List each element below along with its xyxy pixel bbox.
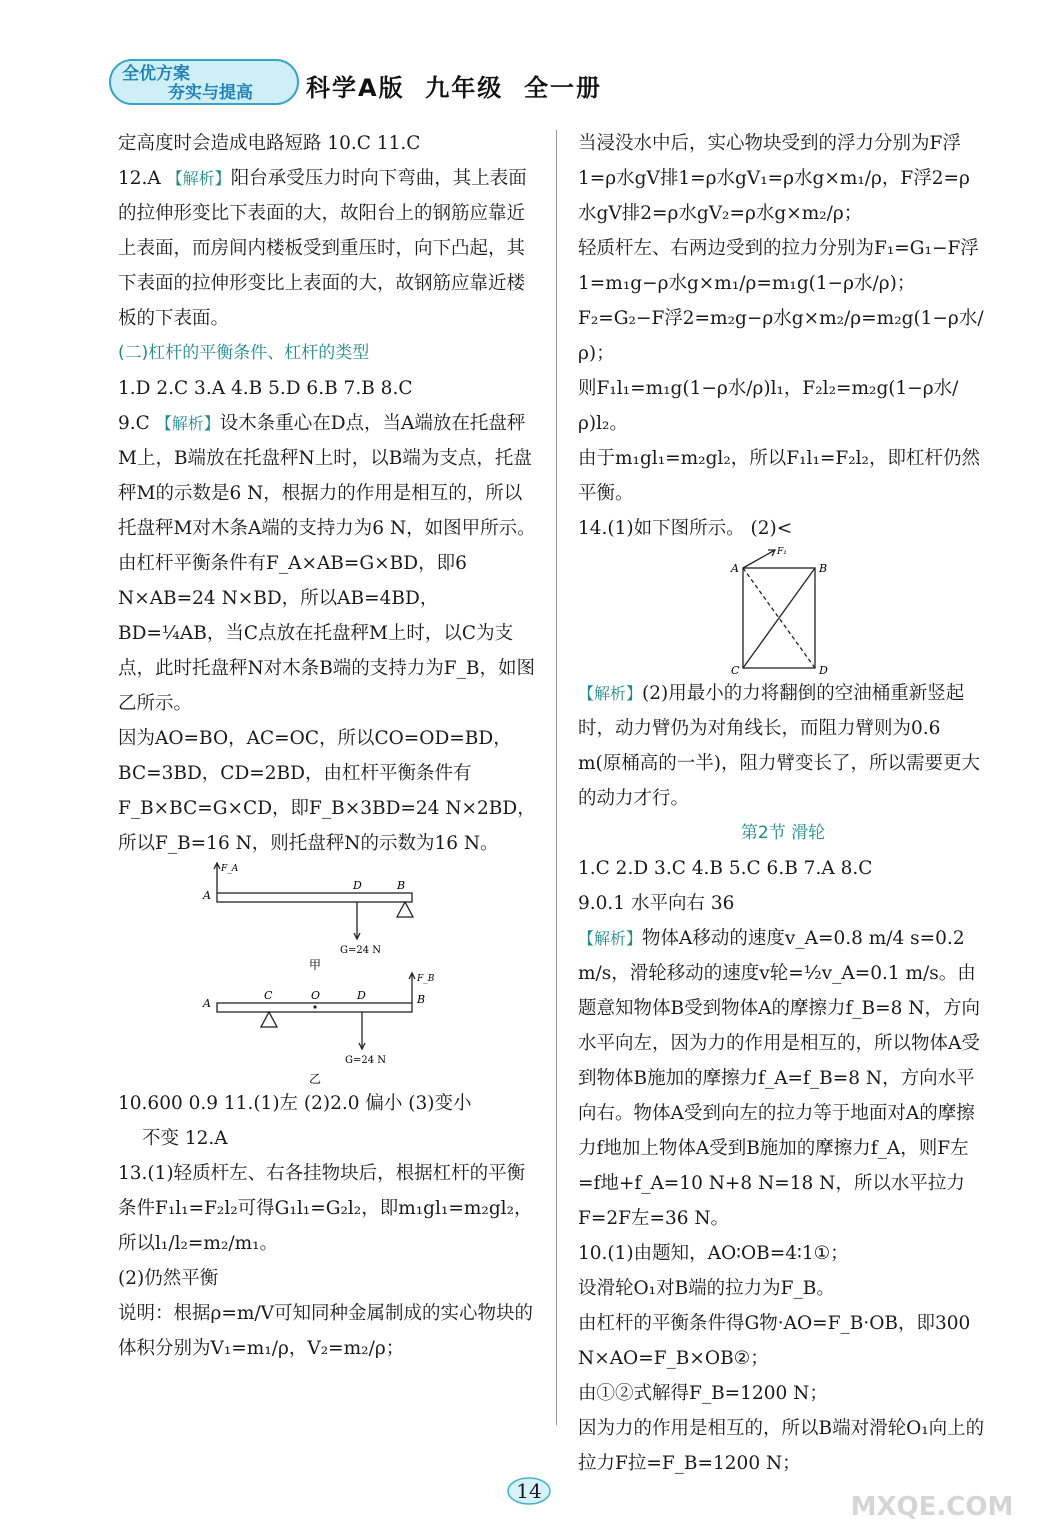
left-column	[118, 126, 536, 1366]
book-title: 科学A版 九年级 全一册	[306, 74, 602, 102]
page-number	[506, 1476, 552, 1506]
paragraph: 由杠杆的平衡条件得G物·AO=F_B·OB，即300 N×AO=F_B×OB②；	[578, 1313, 971, 1369]
answer-13-part2: (2)仍然平衡	[118, 1268, 219, 1289]
watermark	[832, 1448, 1032, 1528]
label-b: B	[819, 562, 828, 575]
analysis-text: (2)用最小的力将翻倒的空油桶重新竖起时，动力臂仍为对角线长，而阻力臂则为0.6 m(原桶高的一半)，阻力臂变长了，所以需要更大的动力才行。	[578, 683, 980, 809]
paragraph: F₂=G₂−F浮2=m₂g−ρ水g×m₂/ρ=m₂g(1−ρ水/ρ)；	[578, 308, 984, 364]
analysis-text: 阳台承受压力时向下弯曲，其上表面的拉伸形变比下表面的大，故阳台上的钢筋应靠近上表面，而房间内楼板受到重压时，向下凸起，其下表面的拉伸形变比上表面的大，故钢筋应靠近楼板的下表面。	[118, 168, 527, 329]
lever-figure-yi	[197, 971, 457, 1086]
answer-line: 1.C 2.D 3.C 4.B 5.C 6.B 7.A 8.C	[578, 858, 873, 879]
analysis-tag: 【解析】	[578, 929, 643, 948]
page-number-text: 14	[516, 1479, 542, 1503]
label-o: O	[311, 989, 321, 1002]
analysis-tag: 【解析】	[578, 684, 643, 703]
label-g: G=24 N	[345, 1055, 387, 1066]
label-a: A	[203, 997, 211, 1010]
paragraph: 当浸没水中后，实心物块受到的浮力分别为F浮1=ρ水gV排1=ρ水gV₁=ρ水g×m₁/ρ，F浮2=ρ水gV排2=ρ水gV₂=ρ水g×m₂/ρ；	[578, 133, 970, 224]
label-g: G=24 N	[340, 945, 382, 956]
label-c: C	[731, 664, 740, 676]
page-header	[108, 58, 958, 108]
svg-text:夯实与提高: 夯实与提高	[168, 83, 253, 103]
question-number: 9.C	[118, 413, 156, 434]
label-a: A	[731, 562, 739, 575]
answer-line: 不变 12.A	[142, 1128, 228, 1149]
analysis-text: 设木条重心在D点，当A端放在托盘秤M上，B端放在托盘秤N上时，以B端为支点，托盘秤M的示数是6 N，根据力的作用是相互的，所以托盘秤M对木条A端的支持力为6 N，如图甲所示。	[118, 413, 536, 539]
question-number: 12.A	[118, 168, 167, 189]
paragraph: 则F₁l₁=m₁g(1−ρ水/ρ)l₁，F₂l₂=m₂g(1−ρ水/ρ)l₂。	[578, 378, 959, 434]
answer-line: 10.600 0.9 11.(1)左 (2)2.0 偏小 (3)变小	[118, 1093, 472, 1114]
analysis-14	[578, 676, 988, 816]
analysis-9	[578, 921, 988, 1236]
paragraph: 设滑轮O₁对B端的拉力为F_B。	[578, 1278, 835, 1299]
caption-jia: 甲	[309, 958, 322, 971]
label-a: A	[203, 889, 211, 902]
answer-13: 13.(1)轻质杆左、右各挂物块后，根据杠杆的平衡条件F₁l₁=F₂l₂可得G₁l₁=G₂l₂，即m₁gl₁=m₂gl₂，所以l₁/l₂=m₂/m₁。	[118, 1163, 533, 1254]
answer-10: 10.(1)由题知，AO∶OB=4∶1①；	[578, 1243, 849, 1264]
column-divider	[556, 130, 557, 1425]
paragraph: 由①②式解得F_B=1200 N；	[578, 1383, 828, 1404]
answer-9: 9.0.1 水平向右 36	[578, 893, 735, 914]
paragraph: 由杠杆平衡条件有F_A×AB=G×BD，即6 N×AB=24 N×BD，所以AB=4BD，BD=¼AB，当C点放在托盘秤M上时，以C为支点，此时托盘秤N对木条B端的支持力为F_B，如图乙所示。	[118, 553, 535, 714]
paragraph: 轻质杆左、右两边受到的拉力分别为F₁=G₁−F浮1=m₁g−ρ水g×m₁/ρ=m₁g(1−ρ水/ρ)；	[578, 238, 979, 294]
svg-text:全优方案: 全优方案	[122, 64, 190, 84]
label-fb: F_B	[417, 974, 435, 984]
paragraph: 由于m₁gl₁=m₂gl₂，所以F₁l₁=F₂l₂，即杠杆仍然平衡。	[578, 448, 980, 504]
label-d: D	[353, 879, 362, 892]
label-d: D	[819, 664, 828, 676]
analysis-tag: 【解析】	[166, 169, 231, 188]
section-heading: (二)杠杆的平衡条件、杠杆的类型	[118, 343, 370, 363]
answer-14: 14.(1)如下图所示。 (2)<	[578, 518, 793, 539]
paragraph: 因为力的作用是相互的，所以B端对滑轮O₁向上的拉力F拉=F_B=1200 N；	[578, 1418, 985, 1474]
label-d: D	[357, 989, 366, 1002]
analysis-tag: 【解析】	[155, 414, 220, 433]
right-column	[578, 126, 988, 1481]
analysis-text: 物体A移动的速度v_A=0.8 m/4 s=0.2 m/s，滑轮移动的速度v轮=½v_A=0.1 m/s。由题意知物体B受到物体A的摩擦力f_B=8 N，方向水平向左，因为力的作用是相互的，所以物体A受到物体B施加的摩擦力f_A=f_B=8 N，方向水平向右。物体A受到向左的拉力等于地面对A的摩擦力f地加上物体A受到B施加的摩擦力f_A，则F左=f地+f_A=10 N+8 N=18 N，所以水平拉力F=2F左=36 N。	[578, 928, 980, 1229]
paragraph: 说明：根据ρ=m/V可知同种金属制成的实心物块的体积分别为V₁=m₁/ρ，V₂=m₂/ρ；	[118, 1303, 534, 1359]
answer-9	[118, 406, 536, 546]
watermark-text: MXQE.COM	[850, 1492, 1014, 1522]
caption-yi: 乙	[309, 1072, 322, 1086]
answer-line: 定高度时会造成电路短路 10.C 11.C	[118, 133, 421, 154]
label-c: C	[264, 989, 273, 1002]
label-b: B	[397, 879, 406, 892]
answer-12	[118, 161, 536, 336]
series-logo	[108, 58, 300, 106]
label-fa: F_A	[221, 864, 239, 874]
answer-line: 1.D 2.C 3.A 4.B 5.D 6.B 7.B 8.C	[118, 378, 413, 399]
lever-figure-jia	[197, 861, 457, 971]
oil-drum-figure	[713, 546, 853, 676]
section-heading: 第2节 滑轮	[740, 823, 826, 843]
paragraph: 因为AO=BO，AC=OC，所以CO=OD=BD，BC=3BD，CD=2BD，由杠杆平衡条件有F_B×BC=G×CD，即F_B×3BD=24 N×2BD，所以F_B=16 N，则托盘秤N的示数为16 N。	[118, 728, 536, 854]
label-f1: F₁	[777, 547, 787, 557]
label-b: B	[417, 993, 426, 1006]
